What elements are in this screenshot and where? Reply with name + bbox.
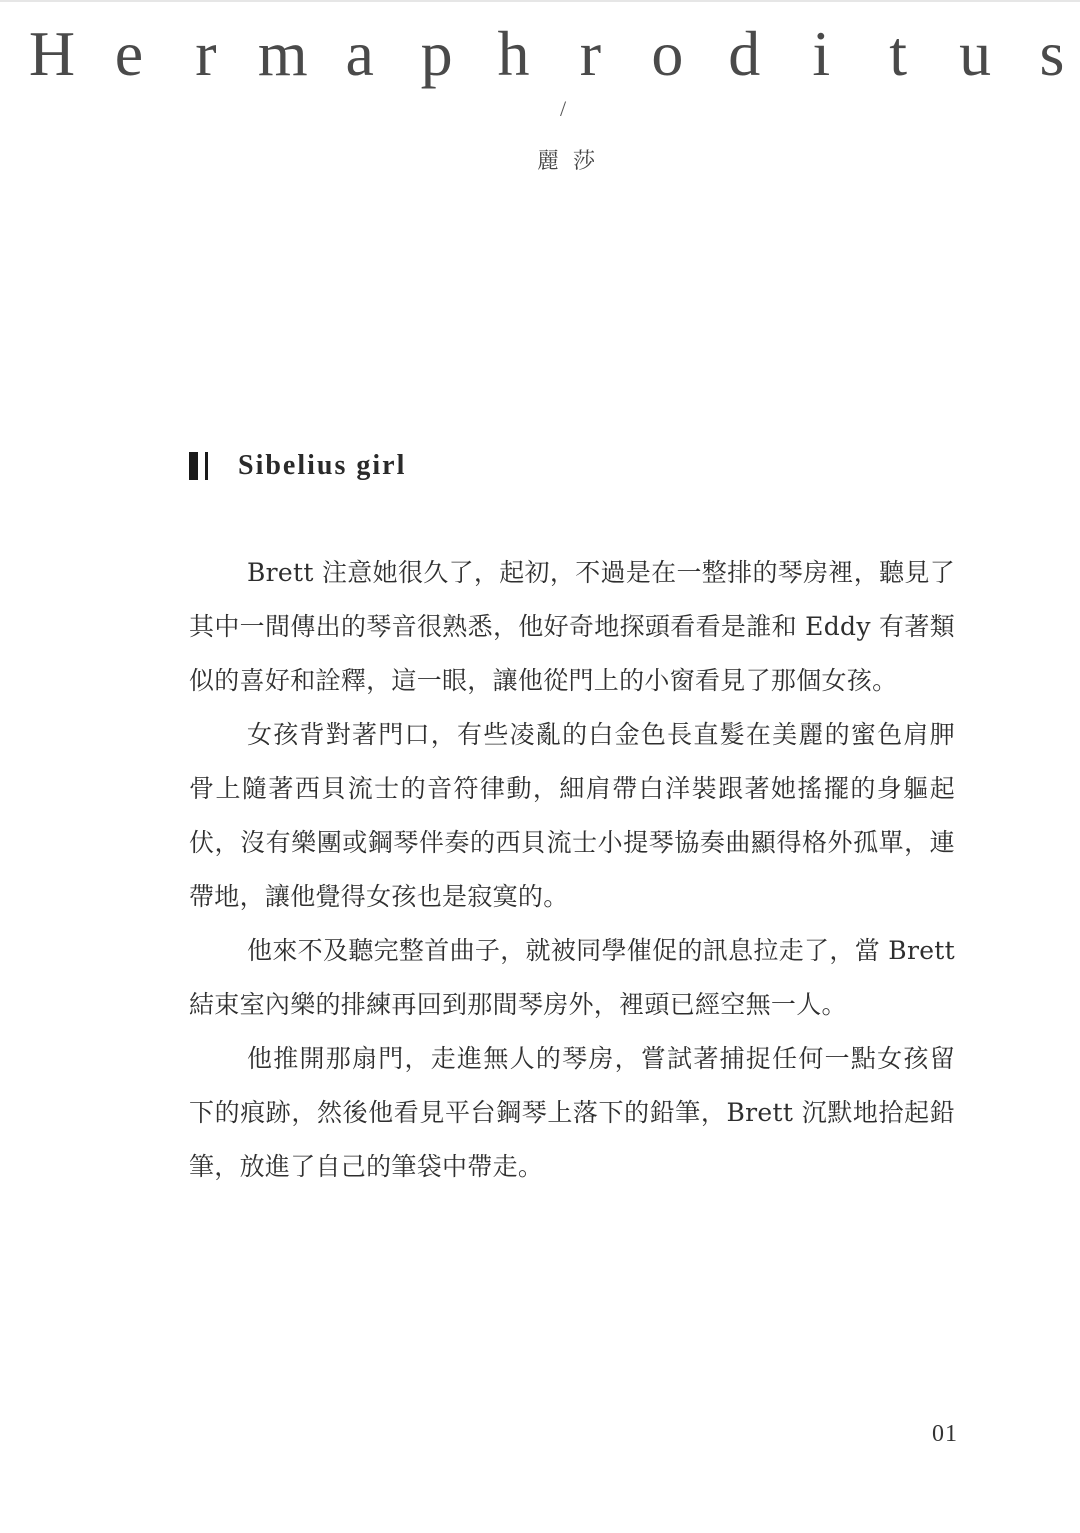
paragraph: 他來不及聽完整首曲子，就被同學催促的訊息拉走了，當 Brett 結束室內樂的排練再回到那間琴房外，裡頭已經空無一人。	[189, 936, 955, 1019]
title-separator: /	[559, 96, 567, 121]
title-letter: t	[889, 18, 908, 89]
heading-divider	[205, 452, 208, 480]
title-letter: a	[345, 18, 374, 89]
section-title: Sibelius girl	[238, 450, 407, 481]
heading-bar-icon	[189, 452, 198, 480]
title-letter: o	[651, 18, 684, 89]
title-letter: r	[579, 18, 602, 89]
title-letter: e	[114, 18, 144, 89]
top-rule	[0, 0, 1080, 2]
title-letter: s	[1039, 18, 1065, 89]
title-letter: i	[812, 18, 831, 89]
title-letter: p	[420, 18, 453, 89]
title-letter: m	[257, 18, 308, 89]
book-title	[0, 14, 1080, 94]
section-heading	[189, 448, 406, 484]
title-letter: r	[195, 18, 217, 89]
paragraph: 他推開那扇門，走進無人的琴房，嘗試著捕捉任何一點女孩留下的痕跡，然後他看見平台鋼琴上落下的鉛筆，Brett 沉默地拾起鉛筆，放進了自己的筆袋中帶走。	[189, 1044, 955, 1181]
author-name: 麗莎	[536, 149, 609, 174]
title-letter: h	[497, 18, 530, 89]
title-letter: d	[728, 18, 761, 89]
paragraph: Brett 注意她很久了，起初，不過是在一整排的琴房裡，聽見了其中一間傳出的琴音很熟悉，他好奇地探頭看看是誰和 Eddy 有著類似的喜好和詮釋，這一眼，讓他從門上的小窗看見了那個女孩。	[189, 558, 955, 695]
chapter-body	[189, 546, 955, 1194]
page-number: 01	[932, 1421, 958, 1447]
title-letter: u	[959, 18, 992, 89]
paragraph: 女孩背對著門口，有些凌亂的白金色長直髮在美麗的蜜色肩胛骨上隨著西貝流士的音符律動，細肩帶白洋裝跟著她搖擺的身軀起伏，沒有樂團或鋼琴伴奏的西貝流士小提琴協奏曲顯得格外孤單，連帶地，讓他覺得女孩也是寂寞的。	[189, 720, 955, 911]
title-letter: H	[28, 18, 76, 89]
